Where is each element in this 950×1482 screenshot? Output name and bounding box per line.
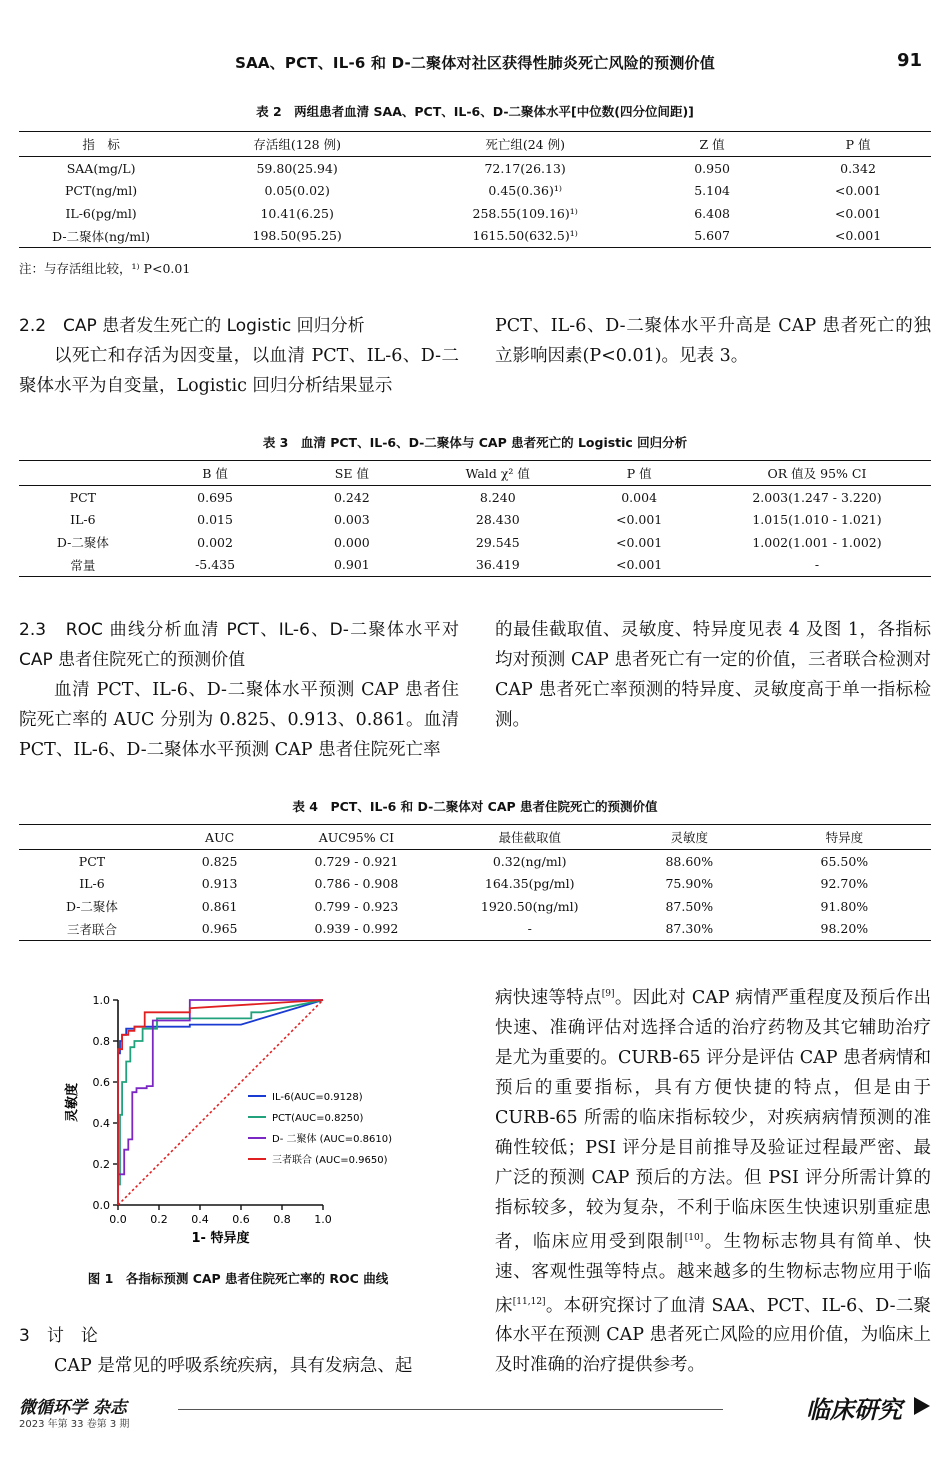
table-cell: 5.607 bbox=[639, 225, 785, 248]
table2 bbox=[19, 131, 931, 248]
table4-header-cell: 最佳截取值 bbox=[439, 825, 621, 850]
table-cell: 0.32(ng/ml) bbox=[492, 853, 567, 869]
table-row bbox=[19, 531, 931, 554]
table4-caption: 表 4 PCT、IL-6 和 D-二聚体对 CAP 患者住院死亡的预测价值 bbox=[292, 799, 658, 814]
running-title: SAA、PCT、IL-6 和 D-二聚体对社区获得性肺炎死亡风险的预测价值 bbox=[235, 54, 715, 72]
table-cell: 0.965 bbox=[165, 918, 274, 941]
table2-caption: 表 2 两组患者血清 SAA、PCT、IL-6、D-二聚体水平[中位数(四分位间距)] bbox=[256, 104, 694, 119]
table-cell: PCT(ng/ml) bbox=[64, 183, 138, 199]
citation-ref: [10] bbox=[684, 1232, 704, 1243]
x-tick-label: 0.2 bbox=[150, 1213, 168, 1226]
section3-text-part: 。因此对 CAP 病情严重程度及预后作出快速、准确评估对选择合适的治疗药物及其它辅助治疗是尤为重要的。CURB-65 评分是评估 CAP 患者病情和预后的重要指标，具有方便快捷的特点，但是由于 CURB-65 所需的临床指标较少，对疾病病情预测的准确性较低；PSI 评分是目前推导及验证过程最严密、最广泛的预测 CAP 预后的方法。但 PSI 评分所需计算的指标较多，较为复杂，不利于临床医生快速识别重症患者，临床应用受到限制 bbox=[495, 987, 931, 1252]
table-cell: 0.786 - 0.908 bbox=[314, 876, 399, 892]
footer-divider bbox=[178, 1409, 723, 1410]
table4-header-cell: AUC95% CI bbox=[274, 825, 438, 850]
table3 bbox=[19, 460, 931, 577]
table4-header-cell: 灵敏度 bbox=[621, 825, 758, 850]
table-cell: 0.913 bbox=[201, 876, 238, 892]
table-cell: 常量 bbox=[19, 554, 147, 577]
y-tick-label: 0.0 bbox=[92, 1199, 110, 1212]
section3-left-text: CAP 是常见的呼吸系统疾病，具有发病急、起 bbox=[54, 1356, 413, 1376]
table4 bbox=[19, 824, 931, 941]
table-cell: 1.015(1.010 - 1.021) bbox=[752, 512, 882, 528]
table-row bbox=[19, 509, 931, 532]
table-cell: IL-6 bbox=[70, 512, 96, 528]
table-cell: 8.240 bbox=[479, 489, 516, 505]
table-row bbox=[19, 554, 931, 577]
page-number: 91 bbox=[896, 50, 922, 71]
table4-header-row bbox=[19, 825, 931, 850]
legend-label: IL-6(AUC=0.9128) bbox=[272, 1092, 363, 1103]
table-cell: 三者联合 bbox=[19, 918, 165, 941]
table-cell: 0.939 - 0.992 bbox=[274, 918, 438, 941]
table-cell: 198.50(95.25) bbox=[183, 225, 411, 248]
table2-header-cell: P 值 bbox=[785, 132, 931, 157]
y-tick-label: 0.8 bbox=[92, 1035, 110, 1048]
table3-header-cell: P 值 bbox=[575, 461, 703, 486]
section3-heading: 3 讨 论 bbox=[19, 1326, 98, 1346]
table-cell: PCT bbox=[69, 489, 96, 505]
y-tick-label: 1.0 bbox=[92, 994, 110, 1007]
table-cell: 164.35(pg/ml) bbox=[484, 876, 575, 892]
table-cell: <0.001 bbox=[616, 534, 663, 550]
table-cell: IL-6(pg/ml) bbox=[65, 205, 137, 221]
table3-header-row bbox=[19, 461, 931, 486]
section3-left-column bbox=[19, 1321, 459, 1381]
section3-right-text bbox=[495, 979, 931, 1380]
table3-header-cell: OR 值及 95% CI bbox=[703, 461, 931, 486]
table2-note: 注：与存活组比较，¹⁾ P<0.01 bbox=[19, 261, 191, 276]
table-row bbox=[19, 850, 931, 873]
table-cell: 0.901 bbox=[283, 554, 420, 577]
x-tick-label: 0.8 bbox=[273, 1213, 291, 1226]
section23-left-text: 血清 PCT、IL-6、D-二聚体水平预测 CAP 患者住院死亡率的 AUC 分别为 0.825、0.913、0.861。血清 PCT、IL-6、D-二聚体水平预测 CAP 患者住院死亡率 bbox=[19, 680, 459, 760]
table-row bbox=[19, 157, 931, 180]
table-cell: -5.435 bbox=[147, 554, 284, 577]
journal-issue: 2023 年第 33 卷第 3 期 bbox=[19, 1419, 130, 1430]
table-cell: <0.001 bbox=[575, 554, 703, 577]
table-cell: <0.001 bbox=[834, 205, 882, 221]
table-cell: 1.002(1.001 - 1.002) bbox=[752, 534, 882, 550]
table-cell: D-二聚体 bbox=[65, 899, 118, 915]
x-tick-label: 1.0 bbox=[314, 1213, 332, 1226]
table-cell: 88.60% bbox=[665, 853, 714, 869]
citation-ref: [9] bbox=[601, 989, 615, 999]
table-row bbox=[19, 180, 931, 203]
table-row bbox=[19, 486, 931, 509]
section23-heading: 2.3 ROC 曲线分析血清 PCT、IL-6、D-二聚体水平对 CAP 患者住院死亡的预测价值 bbox=[19, 620, 459, 670]
section23-right-column bbox=[495, 615, 931, 735]
section22-right-text: PCT、IL-6、D-二聚体水平升高是 CAP 患者死亡的独立影响因素(P<0.01)。见表 3。 bbox=[495, 316, 931, 366]
table-cell: 91.80% bbox=[820, 898, 869, 914]
table-cell: 92.70% bbox=[820, 876, 869, 892]
table-cell: 1920.50(ng/ml) bbox=[480, 898, 579, 914]
table-cell: IL-6 bbox=[79, 876, 105, 892]
table-cell: 87.50% bbox=[665, 898, 714, 914]
table3-header-cell: B 值 bbox=[147, 461, 284, 486]
table-cell: D-二聚体(ng/ml) bbox=[19, 225, 183, 248]
table-row bbox=[19, 918, 931, 941]
table-cell: 5.104 bbox=[694, 183, 730, 199]
table-row bbox=[19, 873, 931, 896]
table-row bbox=[19, 895, 931, 918]
table-cell: 0.950 bbox=[694, 160, 730, 176]
table-cell: 0.799 - 0.923 bbox=[314, 898, 399, 914]
table4-header-cell: AUC bbox=[165, 825, 274, 850]
table-cell: D-二聚体 bbox=[56, 535, 109, 551]
table-cell: 29.545 bbox=[475, 534, 520, 550]
table-cell: - bbox=[439, 918, 621, 941]
table-cell: 0.003 bbox=[333, 512, 370, 528]
roc-chart bbox=[50, 985, 430, 1260]
table-cell: 0.002 bbox=[197, 534, 233, 550]
table-cell: 36.419 bbox=[420, 554, 575, 577]
table3-caption: 表 3 血清 PCT、IL-6、D-二聚体与 CAP 患者死亡的 Logistic 回归分析 bbox=[262, 435, 688, 450]
table-cell: 10.41(6.25) bbox=[260, 205, 334, 221]
legend-label: 三者联合 (AUC=0.9650) bbox=[272, 1155, 388, 1166]
table2-header-cell: Z 值 bbox=[639, 132, 785, 157]
table-cell: 6.408 bbox=[694, 205, 730, 221]
section3-text-part: 。本研究探讨了血清 SAA、PCT、IL-6、D-二聚体水平在预测 CAP 患者死亡风险的应用价值，为临床上及时准确的治疗提供参考。 bbox=[495, 1295, 932, 1376]
journal-name: 微循环学 杂志 bbox=[19, 1398, 127, 1418]
table-cell: 0.015 bbox=[197, 512, 233, 528]
table-cell: 75.90% bbox=[665, 876, 714, 892]
legend-label: D- 二聚体 (AUC=0.8610) bbox=[272, 1134, 392, 1145]
table-cell: SAA(mg/L) bbox=[66, 160, 136, 176]
table-cell: PCT bbox=[78, 853, 106, 869]
table-cell: 0.242 bbox=[333, 489, 370, 505]
table-cell: 0.05(0.02) bbox=[264, 183, 330, 199]
table-cell: - bbox=[703, 554, 931, 577]
table-row bbox=[19, 225, 931, 248]
section22-left-text: 以死亡和存活为因变量，以血清 PCT、IL-6、D-二聚体水平为自变量，Logistic 回归分析结果显示 bbox=[19, 346, 459, 396]
table-cell: <0.001 bbox=[834, 183, 882, 199]
table2-header-cell: 存活组(128 例) bbox=[183, 132, 411, 157]
table-cell: <0.001 bbox=[616, 512, 663, 528]
table-cell: 87.30% bbox=[621, 918, 758, 941]
table-cell: 0.45(0.36)¹⁾ bbox=[488, 183, 562, 199]
table-cell: 65.50% bbox=[820, 853, 869, 869]
table4-header-cell: 特异度 bbox=[758, 825, 931, 850]
table-cell: 72.17(26.13) bbox=[484, 160, 566, 176]
table2-header-row bbox=[19, 132, 931, 157]
table-row bbox=[19, 202, 931, 225]
x-axis-label: 1- 特异度 bbox=[191, 1231, 250, 1246]
y-tick-label: 0.2 bbox=[92, 1158, 110, 1171]
y-tick-label: 0.6 bbox=[92, 1076, 110, 1089]
table-cell: 0.695 bbox=[197, 489, 233, 505]
table4-header-cell bbox=[19, 825, 165, 850]
section22-left-column bbox=[19, 311, 459, 401]
section22-right-column bbox=[495, 311, 931, 371]
table2-header-cell: 死亡组(24 例) bbox=[411, 132, 639, 157]
table-cell: 2.003(1.247 - 3.220) bbox=[752, 489, 882, 505]
legend-label: PCT(AUC=0.8250) bbox=[272, 1113, 364, 1124]
table-cell: 0.825 bbox=[201, 853, 238, 869]
section23-left-column bbox=[19, 615, 459, 765]
table-cell: 0.000 bbox=[333, 534, 370, 550]
figure1-caption: 图 1 各指标预测 CAP 患者住院死亡率的 ROC 曲线 bbox=[87, 1271, 389, 1286]
table-cell: <0.001 bbox=[785, 225, 931, 248]
table-cell: 28.430 bbox=[475, 512, 520, 528]
section3-text-part: 病快速等特点 bbox=[495, 987, 602, 1008]
table-cell: 0.004 bbox=[621, 489, 658, 505]
table3-header-cell: SE 值 bbox=[283, 461, 420, 486]
play-arrow-icon bbox=[914, 1397, 930, 1415]
table-cell: 0.342 bbox=[840, 160, 876, 176]
section3-right-column bbox=[495, 979, 931, 1380]
section23-right-text: 的最佳截取值、灵敏度、特异度见表 4 及图 1，各指标均对预测 CAP 患者死亡有一定的价值，三者联合检测对 CAP 患者死亡率预测的特异度、灵敏度高于单一指标检测。 bbox=[495, 620, 931, 730]
x-tick-label: 0.6 bbox=[232, 1213, 250, 1226]
table-cell: 98.20% bbox=[758, 918, 931, 941]
x-tick-label: 0.0 bbox=[109, 1213, 127, 1226]
y-tick-label: 0.4 bbox=[92, 1117, 110, 1130]
section-label: 临床研究 bbox=[806, 1396, 902, 1424]
table3-header-cell bbox=[19, 461, 147, 486]
table2-header-cell: 指 标 bbox=[19, 132, 183, 157]
table-cell: 0.729 - 0.921 bbox=[314, 853, 399, 869]
table3-header-cell: Wald χ² 值 bbox=[420, 461, 575, 486]
section22-heading: 2.2 CAP 患者发生死亡的 Logistic 回归分析 bbox=[19, 316, 365, 336]
section3-text-part: 。生物标志物具有简单、快速、客观性强等特点。越来越多的生物标志物应用于临床 bbox=[495, 1231, 932, 1316]
table-cell: 0.861 bbox=[201, 898, 238, 914]
x-tick-label: 0.4 bbox=[191, 1213, 209, 1226]
table-cell: 1615.50(632.5)¹⁾ bbox=[411, 225, 639, 248]
table-cell: 258.55(109.16)¹⁾ bbox=[472, 205, 578, 221]
citation-ref: [11,12] bbox=[512, 1296, 546, 1307]
y-axis-label: 灵敏度 bbox=[65, 1082, 80, 1123]
table-cell: 59.80(25.94) bbox=[256, 160, 338, 176]
